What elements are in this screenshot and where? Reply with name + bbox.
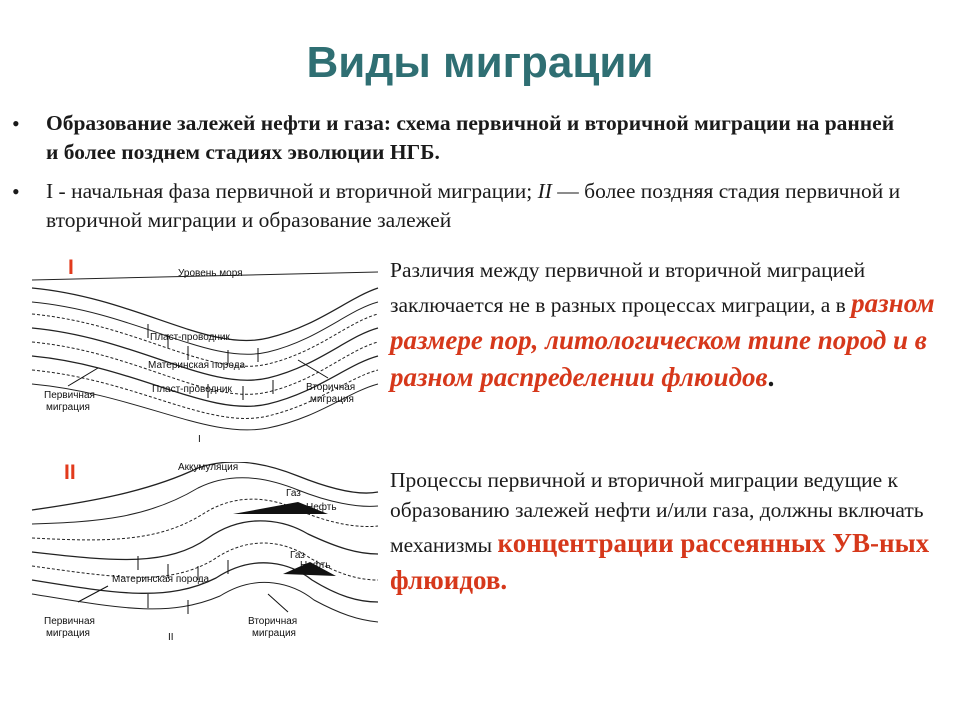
secondary-migration-label-ii-2: миграция bbox=[252, 628, 296, 639]
primary-migration-label-1: Первичная bbox=[44, 390, 95, 401]
bullet-dot: • bbox=[12, 111, 20, 136]
bullet-dot: • bbox=[12, 179, 20, 204]
bullet-2 bbox=[12, 177, 906, 235]
differences-paragraph bbox=[390, 255, 935, 396]
primary-migration-label-2: миграция bbox=[46, 402, 90, 413]
figure-i-diagram bbox=[28, 258, 380, 448]
bullet-2-text-b: — более поздняя стадия первичной и вторичной миграции и образование залежей bbox=[46, 179, 901, 232]
sea-level-label: Уровень моря bbox=[178, 268, 243, 279]
carrier-bed-top-label: Пласт-проводник bbox=[150, 332, 230, 343]
figure-i-label: I bbox=[68, 256, 74, 279]
oil-label-upper: Нефть bbox=[306, 502, 337, 513]
primary-migration-label-ii-1: Первичная bbox=[44, 616, 95, 627]
secondary-migration-label-1: Вторичная bbox=[306, 382, 356, 393]
bullet-1-text: Образование залежей нефти и газа: схема первичной и вторичной миграции на ранней и более позднем стадиях эволюции НГБ. bbox=[46, 111, 895, 164]
processes-text: Процессы первичной и вторичной миграции ведущие к образованию залежей нефти и/или газа, должны включать механизмы bbox=[390, 468, 924, 557]
differences-text: Различия между первичной и вторичной миграцией заключается не в разных процессах миграции, а в bbox=[390, 258, 866, 317]
figure-ii-diagram bbox=[28, 462, 380, 650]
accumulation-label: Аккумуляция bbox=[178, 462, 239, 473]
bullet-2-text-a: I - начальная фаза первичной и вторичной миграции; bbox=[46, 179, 538, 203]
differences-end: . bbox=[767, 362, 775, 392]
processes-paragraph bbox=[390, 465, 935, 599]
differences-highlight: разном размере пор, литологическом типе пород и в разном распределении флюидов bbox=[390, 288, 935, 392]
carrier-bed-bottom-label: Пласт-проводник bbox=[152, 384, 232, 395]
secondary-migration-label-2: миграция bbox=[310, 394, 354, 405]
primary-migration-label-ii-2: миграция bbox=[46, 628, 90, 639]
secondary-migration-label-ii-1: Вторичная bbox=[248, 616, 298, 627]
bullet-1 bbox=[12, 109, 906, 167]
figure-i-roman: I bbox=[198, 434, 201, 445]
source-rock-label-ii: Материнская порода bbox=[112, 574, 210, 585]
processes-highlight: концентрации рассеянных УВ-ных флюидов. bbox=[390, 528, 930, 595]
gas-label-lower: Газ bbox=[290, 550, 305, 561]
source-rock-label: Материнская порода bbox=[148, 360, 246, 371]
figure-ii-roman: II bbox=[168, 632, 174, 643]
page-title: Виды миграции bbox=[306, 38, 654, 87]
gas-label-upper: Газ bbox=[286, 488, 301, 499]
oil-label-lower: Нефть bbox=[300, 560, 331, 571]
bullet-2-roman: II bbox=[537, 179, 552, 203]
figure-ii-label: II bbox=[64, 461, 76, 484]
